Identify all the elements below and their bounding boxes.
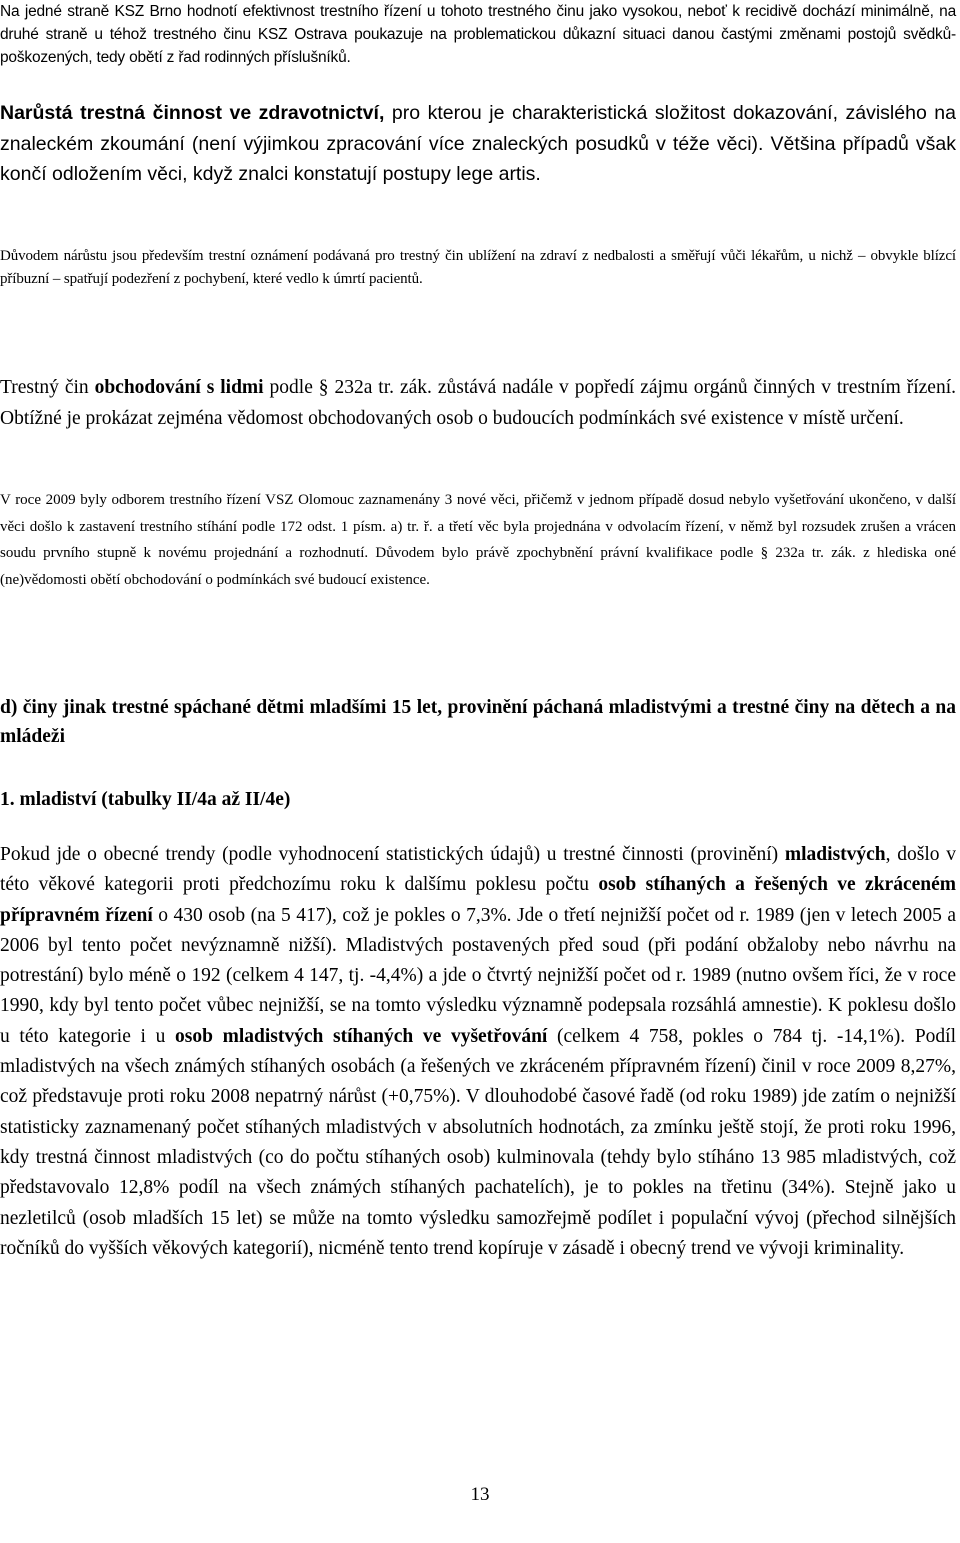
- subsection-heading-juveniles: 1. mladiství (tabulky II/4a až II/4e): [0, 789, 291, 810]
- paragraph-ksz-evaluation: Na jedné straně KSZ Brno hodnotí efektivnost trestního řízení u tohoto trestného činu jako vysokou, neboť k recidivě dochází minimálně, na druhé straně u téhož trestného činu KSZ Ostrava poukazuje na problematickou důkazní situaci danou častými změnami postojů svědků-poškozených, tedy obětí z řad rodinných příslušníků.: [0, 3, 956, 66]
- paragraph-human-trafficking: Trestný čin obchodování s lidmi podle § 232a tr. zák. zůstává nadále v popředí zájmu orgánů činných v trestním řízení. Obtížné je prokázat zejména vědomost obchodovaných osob o budoucích podmínkách své existence v místě určení.: [0, 377, 956, 429]
- term-prosecuted-persons: osob stíhaných a řešených ve zkráceném přípravném řízení: [0, 874, 956, 926]
- paragraph-juvenile-trends: Pokud jde o obecné trendy (podle vyhodnocení statistických údajů) u trestné činnosti (provinění) mladistvých, došlo v této věkové kategorii proti předchozímu roku k dalšímu poklesu počtu osob stíhaných a řešených ve zkráceném přípravném řízení o 430 osob (na 5 417), což je pokles o 7,3%. Jde o třetí nejnižší počet od r. 1989 (jen v letech 2005 a 2006 byl tento počet nevýznamně nižší). Mladistvých postavených před soud (při podání obžaloby nebo návrhu na potrestání) bylo méně o 192 (celkem 4 147, tj. -4,4%) a jde o čtvrtý nejnižší počet od r. 1989 (nutno ovšem říci, že v roce 1990, kdy byl tento počet vůbec nejnižší, se na tomto výsledku významně podepsala rozsáhlá amnestie). K poklesu došlo u této kategorie i u osob mladistvých stíhaných ve vyšetřování (celkem 4 758, pokles o 784 tj. -14,1%). Podíl mladistvých na všech známých stíhaných osobách (a řešených ve zkráceném přípravném řízení) činil v roce 2009 8,27%, což představuje proti roku 2008 nepatrný nárůst (+0,75%). V dlouhodobé časové řadě (od roku 1989) jde zatím o nejnižší statisticky zaznamenaný počet stíhaných mladistvých v absolutních hodnotách, za zmínku ještě stojí, že proti roku 1996, kdy trestná činnost mladistvých (co do počtu stíhaných osob) kulminovala (tehdy bylo stíháno 13 985 mladistvých, což představovalo 12,8% podíl na všech známých stíhaných pachatelích), je to pokles na třetinu (34%). Stejně jako u nezletilců (osob mladších 15 let) se může na tomto výsledku samozřejmě podílet i populační vývoj (přechod silnějších ročníků do vyšších věkových kategorií), nicméně tento trend kopíruje v zásadě i obecný trend ve vývoji kriminality.: [0, 844, 957, 1259]
- term-investigated-juveniles: osob mladistvých stíhaných ve vyšetřování: [175, 1025, 548, 1047]
- page-number: 13: [470, 1484, 490, 1505]
- paragraph-healthcare-crime: Narůstá trestná činnost ve zdravotnictví, pro kterou je charakteristická složitost dokazování, závislého na znaleckém zkoumání (není výjimkou zpracování více znaleckých posudků v téže věci). Většina případů však končí odložením věci, když znalci konstatují postupy lege artis.: [0, 102, 956, 185]
- healthcare-crime-lead: Narůstá trestná činnost ve zdravotnictví,: [0, 102, 385, 124]
- section-heading-children-youth: d) činy jinak trestné spáchané dětmi mladšími 15 let, provinění páchaná mladistvými a trestné činy na dětech a na mládeži: [0, 697, 956, 747]
- human-trafficking-term: obchodování s lidmi: [94, 377, 264, 398]
- term-juveniles: mladistvých: [784, 844, 886, 865]
- paragraph-healthcare-reasons: Důvodem nárůstu jsou především trestní oznámení podávaná pro trestný čin ublížení na zdraví z nedbalosti a směřují vůči lékařům, u nichž – obvykle blízcí příbuzní – spatřují podezření z pochybení, které vedlo k úmrtí pacientů.: [0, 248, 956, 287]
- paragraph-olomouc-cases: V roce 2009 byly odborem trestního řízení VSZ Olomouc zaznamenány 3 nové věci, přičemž v jednom případě dosud nebylo vyšetřování ukončeno, v další věci došlo k zastavení trestního stíhání podle 172 odst. 1 písm. a) tr. ř. a třetí věc byla projednána v odvolacím řízení, v němž byl rozsudek zrušen a vrácen soudu prvního stupně k novému projednání a rozhodnutí. Důvodem bylo právě zpochybnění právní kvalifikace podle § 232a tr. zák. z hlediska oné (ne)vědomosti obětí obchodování o podmínkách své budoucí existence.: [0, 492, 956, 588]
